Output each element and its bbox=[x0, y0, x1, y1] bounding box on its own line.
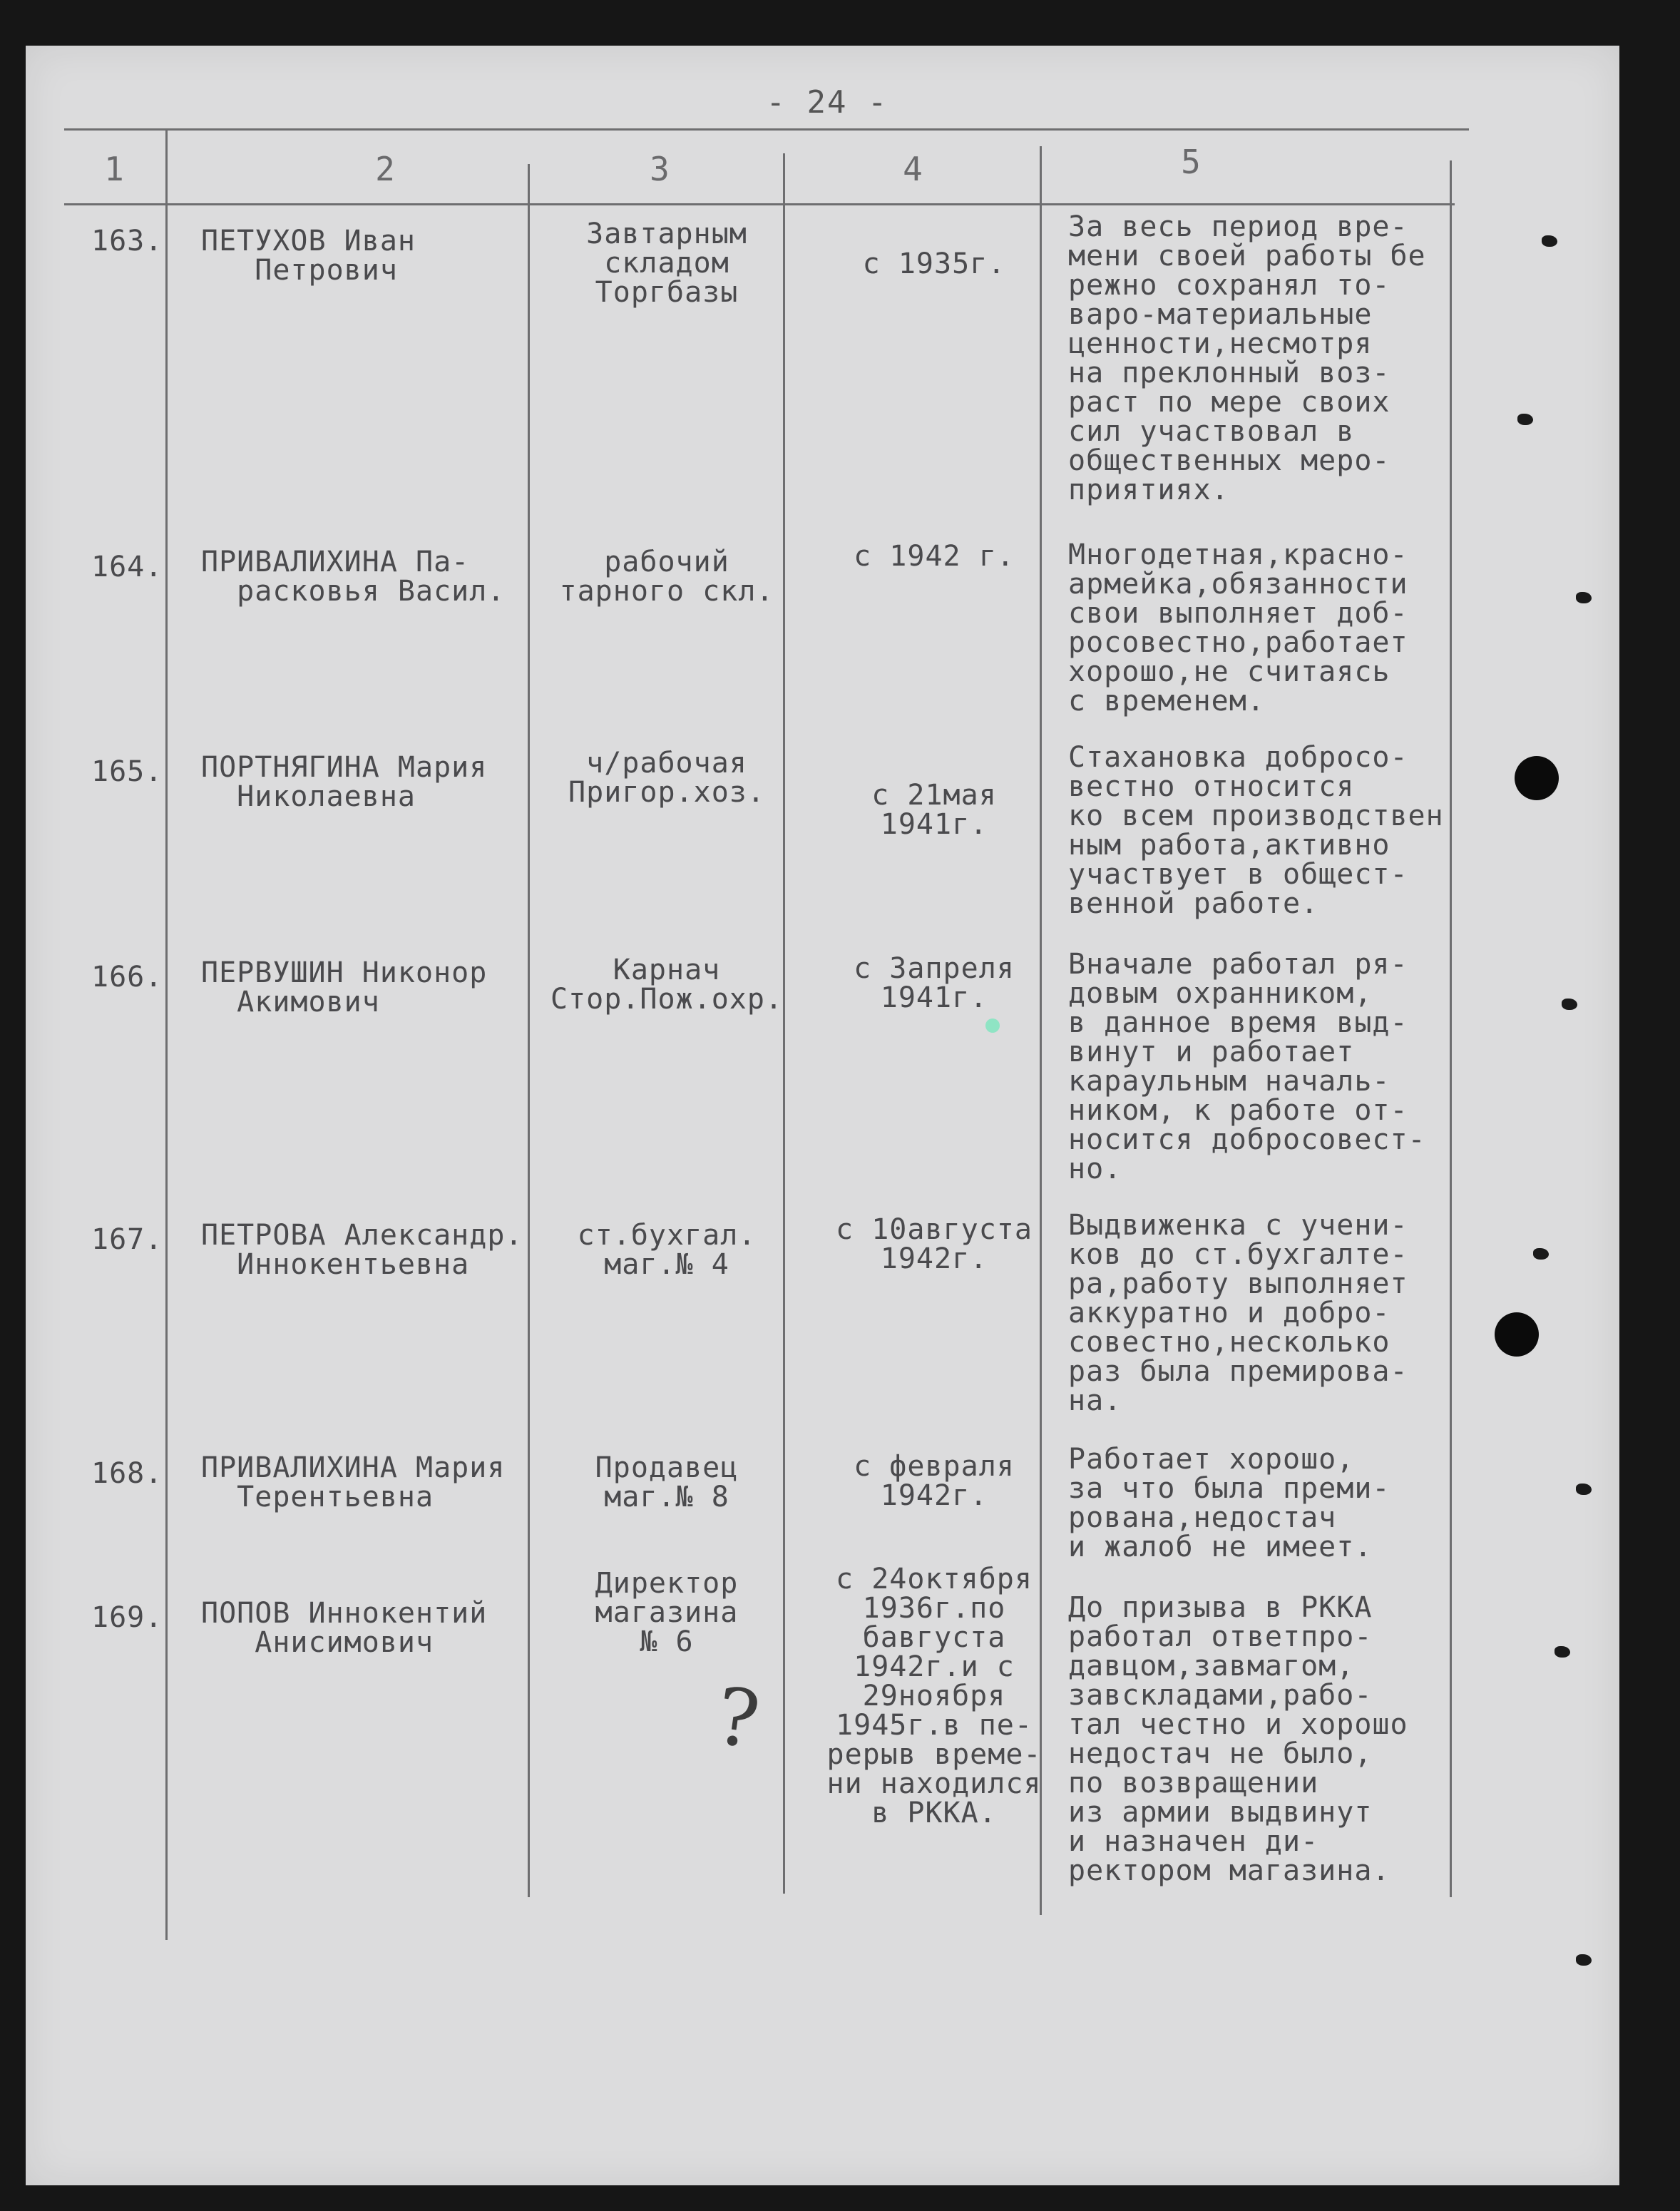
row-number: 165. bbox=[91, 755, 163, 788]
margin-nick bbox=[1562, 999, 1577, 1010]
table-top-rule bbox=[64, 128, 1469, 131]
employee-name: ПЕРВУШИН Никонор Акимович bbox=[201, 956, 488, 1018]
header-rule bbox=[64, 203, 1455, 205]
margin-nick bbox=[1554, 1646, 1570, 1658]
marker-dot bbox=[985, 1018, 1000, 1033]
employment-period: с февраля 1942г. bbox=[854, 1450, 1015, 1512]
employee-name: ПРИВАЛИХИНА Мария Терентьевна bbox=[201, 1451, 506, 1513]
row-number: 164. bbox=[91, 551, 163, 583]
employee-position: Продавец маг.№ 8 bbox=[595, 1451, 739, 1513]
characteristic: Стахановка добросо- вестно относится ко всем производствен ным работа,активно участвует в общест- венной работе. bbox=[1068, 741, 1444, 920]
binder-hole-bottom bbox=[1495, 1312, 1539, 1357]
employee-position: ст.бухгал. маг.№ 4 bbox=[577, 1219, 757, 1281]
characteristic: Вначале работал ря- довым охранником, в данное время выд- винут и работает караульным началь- ником, к работе от- носится добросовест- но. bbox=[1068, 948, 1426, 1185]
row-number: 167. bbox=[91, 1223, 163, 1256]
employee-position: рабочий тарного скл. bbox=[559, 546, 774, 608]
column-divider bbox=[165, 128, 168, 1940]
employee-position: ч/рабочая Пригор.хоз. bbox=[568, 747, 765, 809]
employment-period: с 1935г. bbox=[862, 247, 1006, 280]
column-header-5: 5 bbox=[1181, 143, 1201, 181]
margin-nick bbox=[1542, 235, 1557, 247]
column-header-4: 4 bbox=[903, 150, 923, 188]
binder-hole-top bbox=[1515, 756, 1559, 800]
employee-name: ПОРТНЯГИНА Мария Николаевна bbox=[201, 751, 488, 813]
row-number: 169. bbox=[91, 1601, 163, 1634]
column-header-3: 3 bbox=[650, 150, 670, 188]
column-header-2: 2 bbox=[375, 150, 395, 188]
margin-nick bbox=[1576, 1954, 1592, 1966]
margin-nick bbox=[1533, 1248, 1549, 1260]
column-header-1: 1 bbox=[104, 150, 124, 188]
employment-period: с 24октября 1936г.по бавгуста 1942г.и с 29ноября 1945г.в пе- рерыв време- ни находился в РККА. bbox=[826, 1563, 1042, 1829]
employment-period: с 10августа 1942г. bbox=[836, 1213, 1033, 1275]
characteristic: Выдвиженка с учени- ков до ст.бухгалте- ра,работу выполняет аккуратно и добро- совестно,несколько раз была премирова- на. bbox=[1068, 1209, 1408, 1417]
employment-period: с Запреля 1941г. bbox=[854, 952, 1015, 1014]
margin-nick bbox=[1576, 1484, 1592, 1495]
employee-position: Карнач Стор.Пож.охр. bbox=[550, 954, 784, 1016]
employee-position: Директор магазина № 6 bbox=[595, 1567, 739, 1658]
handwritten-mark: ? bbox=[710, 1670, 765, 1767]
characteristic: До призыва в РККА работал ответпро- давцом,завмагом, завскладами,рабо- тал честно и хорошо недостач не было, по возвращении из армии выдвинут и назначен ди- ректором магазина. bbox=[1068, 1591, 1408, 1887]
row-number: 163. bbox=[91, 225, 163, 257]
employment-period: с 1942 г. bbox=[854, 540, 1015, 573]
employee-name: ПЕТУХОВ Иван Петрович bbox=[201, 225, 416, 287]
employee-name: ПЕТРОВА Александр. Иннокентьевна bbox=[201, 1219, 523, 1281]
row-number: 166. bbox=[91, 961, 163, 994]
employee-position: Завтарным складом Торгбазы bbox=[586, 218, 747, 309]
margin-nick bbox=[1517, 414, 1533, 425]
employment-period: с 21мая 1941г. bbox=[871, 779, 997, 841]
margin-nick bbox=[1576, 592, 1592, 603]
page-number: - 24 - bbox=[766, 84, 888, 121]
row-number: 168. bbox=[91, 1457, 163, 1490]
characteristic: Работает хорошо, за что была преми- рована,недостач и жалоб не имеет. bbox=[1068, 1443, 1390, 1563]
employee-name: ПОПОВ Иннокентий Анисимович bbox=[201, 1597, 488, 1659]
characteristic: За весь период вре- мени своей работы бе режно сохранял то- варо-материальные ценности,несмотря на преклонный воз- раст по мере своих сил участвовал в общественных меро- приятиях. bbox=[1068, 210, 1426, 506]
employee-name: ПРИВАЛИХИНА Па- расковья Васил. bbox=[201, 546, 506, 608]
characteristic: Многодетная,красно- армейка,обязанности свои выполняет доб- росовестно,работает хорошо,не считаясь с временем. bbox=[1068, 538, 1408, 718]
